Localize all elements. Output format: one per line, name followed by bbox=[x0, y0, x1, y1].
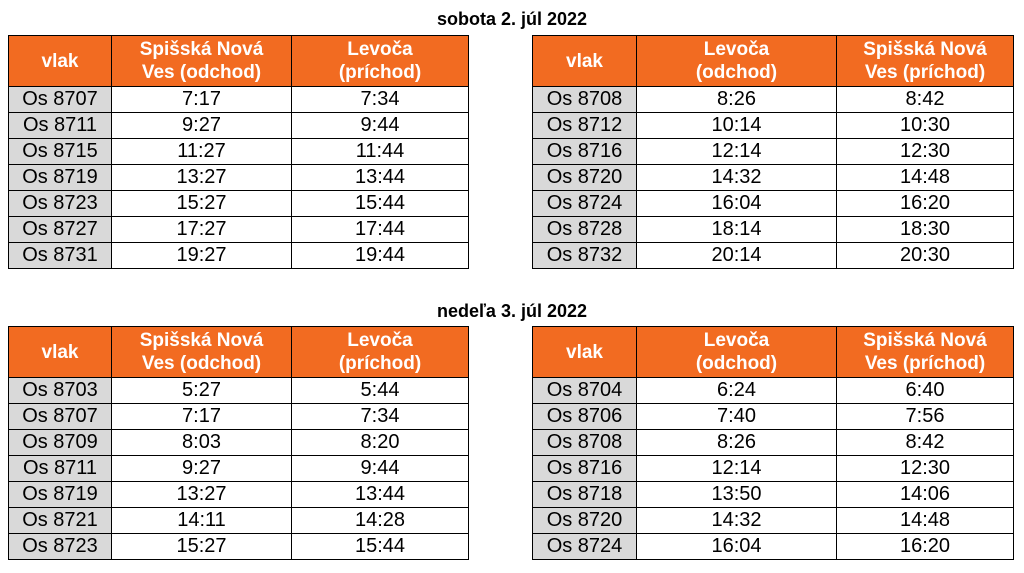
arrival-time-cell: 7:34 bbox=[292, 87, 469, 113]
train-number-cell: Os 8724 bbox=[533, 534, 637, 560]
header-line: vlak bbox=[566, 50, 603, 72]
arrival-time-cell: 8:42 bbox=[837, 87, 1014, 113]
column-header-arrival bbox=[837, 36, 1014, 87]
train-number-cell: Os 8721 bbox=[9, 508, 112, 534]
train-number-cell: Os 8727 bbox=[9, 217, 112, 243]
arrival-time-cell: 18:30 bbox=[837, 217, 1014, 243]
departure-time-cell: 19:27 bbox=[112, 243, 292, 269]
train-number-cell: Os 8723 bbox=[9, 534, 112, 560]
departure-time-cell: 15:27 bbox=[112, 191, 292, 217]
arrival-time-cell: 19:44 bbox=[292, 243, 469, 269]
header-line: vlak bbox=[566, 341, 603, 363]
departure-time-cell: 7:17 bbox=[112, 87, 292, 113]
header-line: Levoča bbox=[347, 39, 413, 60]
header-line: vlak bbox=[41, 50, 79, 72]
timetable-saturday-outbound bbox=[8, 35, 469, 269]
arrival-time-cell: 14:48 bbox=[837, 508, 1014, 534]
header-row bbox=[9, 327, 469, 378]
train-number-cell: Os 8720 bbox=[533, 165, 637, 191]
header-row bbox=[533, 327, 1014, 378]
departure-time-cell: 7:40 bbox=[637, 404, 837, 430]
header-line: Spišská Nová bbox=[863, 330, 987, 351]
arrival-time-cell: 5:44 bbox=[292, 378, 469, 404]
table-row bbox=[533, 404, 1014, 430]
table-row bbox=[533, 456, 1014, 482]
arrival-time-cell: 13:44 bbox=[292, 165, 469, 191]
timetable-saturday-return bbox=[532, 35, 1014, 269]
header-line: vlak bbox=[41, 341, 79, 363]
arrival-time-cell: 14:06 bbox=[837, 482, 1014, 508]
arrival-time-cell: 12:30 bbox=[837, 139, 1014, 165]
arrival-time-cell: 9:44 bbox=[292, 456, 469, 482]
column-header-departure bbox=[637, 36, 837, 87]
table-row bbox=[9, 87, 469, 113]
table-row bbox=[533, 430, 1014, 456]
table-row bbox=[9, 482, 469, 508]
arrival-time-cell: 14:48 bbox=[837, 165, 1014, 191]
departure-time-cell: 13:50 bbox=[637, 482, 837, 508]
departure-time-cell: 20:14 bbox=[637, 243, 837, 269]
arrival-time-cell: 15:44 bbox=[292, 191, 469, 217]
train-number-cell: Os 8723 bbox=[9, 191, 112, 217]
departure-time-cell: 5:27 bbox=[112, 378, 292, 404]
column-header-train bbox=[533, 327, 637, 378]
table-row bbox=[9, 378, 469, 404]
train-number-cell: Os 8707 bbox=[9, 87, 112, 113]
header-line: Levoča bbox=[703, 330, 770, 351]
departure-time-cell: 9:27 bbox=[112, 456, 292, 482]
header-line: Ves (príchod) bbox=[864, 353, 986, 374]
arrival-time-cell: 8:42 bbox=[837, 430, 1014, 456]
table-row bbox=[533, 113, 1014, 139]
departure-time-cell: 16:04 bbox=[637, 534, 837, 560]
arrival-time-cell: 16:20 bbox=[837, 534, 1014, 560]
departure-time-cell: 15:27 bbox=[112, 534, 292, 560]
arrival-time-cell: 11:44 bbox=[292, 139, 469, 165]
train-number-cell: Os 8707 bbox=[9, 404, 112, 430]
arrival-time-cell: 6:40 bbox=[837, 378, 1014, 404]
header-line: Levoča bbox=[347, 330, 413, 351]
header-line: Ves (odchod) bbox=[141, 62, 262, 83]
header-line: (odchod) bbox=[695, 62, 778, 83]
timetable-sunday-return bbox=[532, 326, 1014, 560]
day-title-sunday: nedeľa 3. júl 2022 bbox=[436, 301, 587, 321]
train-number-cell: Os 8706 bbox=[533, 404, 637, 430]
arrival-time-cell: 10:30 bbox=[837, 113, 1014, 139]
departure-time-cell: 18:14 bbox=[637, 217, 837, 243]
train-number-cell: Os 8718 bbox=[533, 482, 637, 508]
header-line: Ves (odchod) bbox=[141, 353, 262, 374]
train-number-cell: Os 8704 bbox=[533, 378, 637, 404]
header-line: Spišská Nová bbox=[139, 39, 264, 60]
table-row bbox=[9, 430, 469, 456]
arrival-time-cell: 17:44 bbox=[292, 217, 469, 243]
departure-time-cell: 14:32 bbox=[637, 508, 837, 534]
table-row bbox=[9, 404, 469, 430]
table-row bbox=[533, 508, 1014, 534]
departure-time-cell: 16:04 bbox=[637, 191, 837, 217]
train-number-cell: Os 8708 bbox=[533, 87, 637, 113]
header-line: Levoča bbox=[703, 39, 770, 60]
arrival-time-cell: 8:20 bbox=[292, 430, 469, 456]
timetable-sunday-outbound bbox=[8, 326, 469, 560]
departure-time-cell: 6:24 bbox=[637, 378, 837, 404]
departure-time-cell: 9:27 bbox=[112, 113, 292, 139]
arrival-time-cell: 14:28 bbox=[292, 508, 469, 534]
departure-time-cell: 12:14 bbox=[637, 139, 837, 165]
header-line: (odchod) bbox=[695, 353, 778, 374]
arrival-time-cell: 15:44 bbox=[292, 534, 469, 560]
header-row bbox=[533, 36, 1014, 87]
table-row bbox=[533, 87, 1014, 113]
departure-time-cell: 17:27 bbox=[112, 217, 292, 243]
train-number-cell: Os 8715 bbox=[9, 139, 112, 165]
column-header-arrival bbox=[292, 36, 469, 87]
train-number-cell: Os 8728 bbox=[533, 217, 637, 243]
departure-time-cell: 14:11 bbox=[112, 508, 292, 534]
table-row bbox=[533, 165, 1014, 191]
train-number-cell: Os 8708 bbox=[533, 430, 637, 456]
table-row bbox=[9, 165, 469, 191]
column-header-arrival bbox=[837, 327, 1014, 378]
arrival-time-cell: 9:44 bbox=[292, 113, 469, 139]
table-row bbox=[9, 243, 469, 269]
table-row bbox=[533, 378, 1014, 404]
header-line: Spišská Nová bbox=[139, 330, 264, 351]
train-number-cell: Os 8711 bbox=[9, 456, 112, 482]
table-row bbox=[9, 191, 469, 217]
table-row bbox=[533, 482, 1014, 508]
arrival-time-cell: 7:56 bbox=[837, 404, 1014, 430]
arrival-time-cell: 20:30 bbox=[837, 243, 1014, 269]
table-row bbox=[9, 217, 469, 243]
train-number-cell: Os 8719 bbox=[9, 482, 112, 508]
column-header-arrival bbox=[292, 327, 469, 378]
table-row bbox=[533, 191, 1014, 217]
arrival-time-cell: 7:34 bbox=[292, 404, 469, 430]
train-number-cell: Os 8720 bbox=[533, 508, 637, 534]
departure-time-cell: 8:26 bbox=[637, 87, 837, 113]
table-row bbox=[533, 534, 1014, 560]
column-header-train bbox=[9, 327, 112, 378]
table-row bbox=[533, 217, 1014, 243]
column-header-train bbox=[9, 36, 112, 87]
table-row bbox=[9, 113, 469, 139]
departure-time-cell: 13:27 bbox=[112, 482, 292, 508]
column-header-departure bbox=[112, 327, 292, 378]
departure-time-cell: 8:03 bbox=[112, 430, 292, 456]
departure-time-cell: 8:26 bbox=[637, 430, 837, 456]
header-line: (príchod) bbox=[338, 353, 422, 374]
departure-time-cell: 7:17 bbox=[112, 404, 292, 430]
header-line: (príchod) bbox=[338, 62, 422, 83]
train-number-cell: Os 8711 bbox=[9, 113, 112, 139]
column-header-departure bbox=[112, 36, 292, 87]
arrival-time-cell: 13:44 bbox=[292, 482, 469, 508]
train-number-cell: Os 8716 bbox=[533, 456, 637, 482]
train-number-cell: Os 8731 bbox=[9, 243, 112, 269]
table-row bbox=[9, 508, 469, 534]
train-number-cell: Os 8724 bbox=[533, 191, 637, 217]
arrival-time-cell: 12:30 bbox=[837, 456, 1014, 482]
departure-time-cell: 11:27 bbox=[112, 139, 292, 165]
train-number-cell: Os 8712 bbox=[533, 113, 637, 139]
train-number-cell: Os 8703 bbox=[9, 378, 112, 404]
train-number-cell: Os 8719 bbox=[9, 165, 112, 191]
table-row bbox=[9, 534, 469, 560]
header-line: Ves (príchod) bbox=[864, 62, 986, 83]
departure-time-cell: 13:27 bbox=[112, 165, 292, 191]
arrival-time-cell: 16:20 bbox=[837, 191, 1014, 217]
table-row bbox=[9, 456, 469, 482]
column-header-departure bbox=[637, 327, 837, 378]
header-row bbox=[9, 36, 469, 87]
table-row bbox=[533, 243, 1014, 269]
train-number-cell: Os 8709 bbox=[9, 430, 112, 456]
train-number-cell: Os 8732 bbox=[533, 243, 637, 269]
departure-time-cell: 12:14 bbox=[637, 456, 837, 482]
departure-time-cell: 14:32 bbox=[637, 165, 837, 191]
header-line: Spišská Nová bbox=[863, 39, 987, 60]
departure-time-cell: 10:14 bbox=[637, 113, 837, 139]
table-row bbox=[9, 139, 469, 165]
train-number-cell: Os 8716 bbox=[533, 139, 637, 165]
column-header-train bbox=[533, 36, 637, 87]
day-title-saturday: sobota 2. júl 2022 bbox=[436, 9, 588, 29]
table-row bbox=[533, 139, 1014, 165]
